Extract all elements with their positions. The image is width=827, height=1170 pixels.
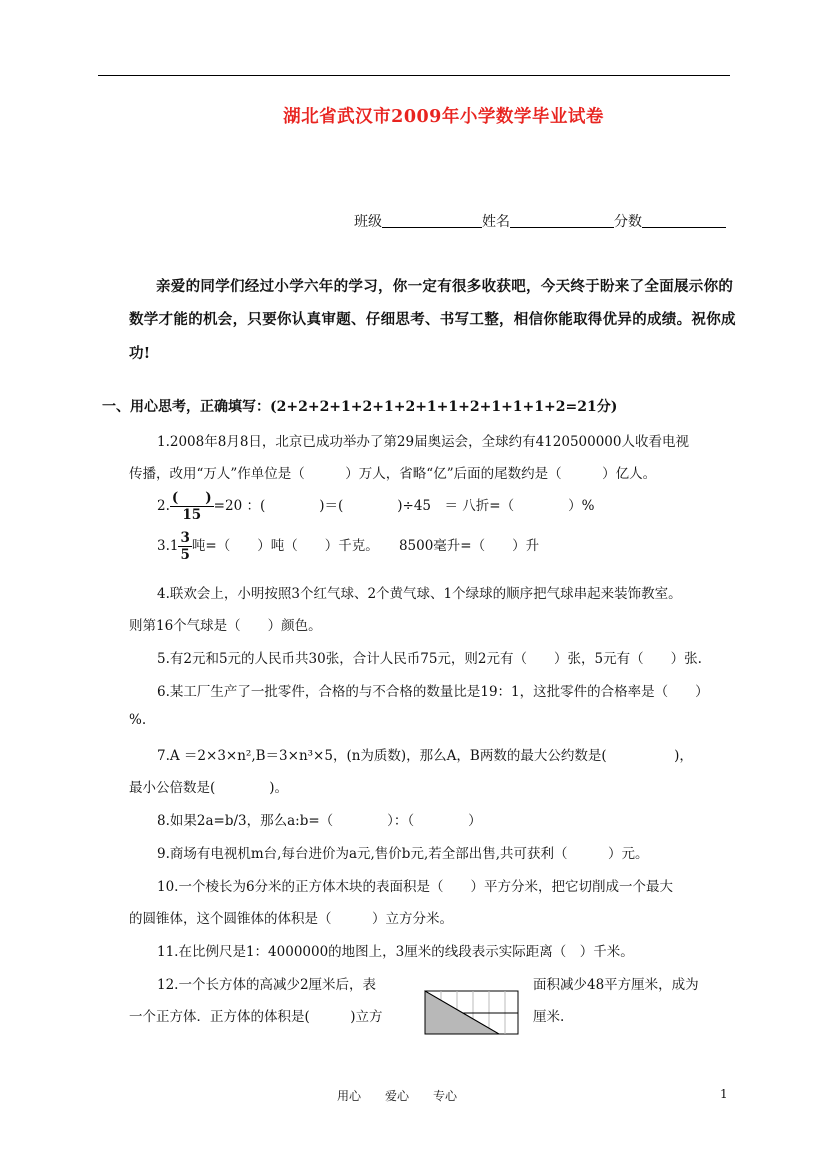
score-label: 分数: [614, 214, 642, 230]
question-3-fraction: [178, 530, 191, 563]
question-3: [157, 530, 539, 563]
name-label: 姓名: [482, 214, 510, 230]
question-3-number: 3.1: [157, 538, 179, 554]
question-5: 5.有2元和5元的人民币共30张，合计人民币75元，则2元有（ ）张，5元有（ ）张.: [157, 651, 702, 667]
class-label: 班级: [354, 214, 382, 230]
question-11: 11.在比例尺是1：4000000的地图上，3厘米的线段表示实际距离（ ）千米。: [157, 944, 634, 960]
question-10-line-2: 的圆锥体，这个圆锥体的体积是（ ）立方分米。: [129, 911, 453, 927]
question-9: 9.商场有电视机m台,每台进价为a元,售价b元,若全部出售,共可获利（ ）元。: [157, 846, 649, 862]
top-rule: [98, 75, 730, 76]
question-1-line-2: 传播，改用“万人”作单位是（ ）万人，省略“亿”后面的尾数约是（ ）亿人。: [129, 466, 657, 482]
fraction-numerator: 3: [180, 530, 190, 546]
question-7-line-2: 最小公倍数是( )。: [129, 780, 289, 796]
fraction-numerator: ( ): [171, 490, 212, 506]
question-2-text: =20 ：( )＝( )÷45 ＝ 八折=（ ）%: [213, 498, 595, 514]
intro-line-3: 功!: [129, 345, 151, 362]
footer-text: 用心 爱心 专心: [337, 1089, 458, 1103]
question-2-fraction: [170, 490, 214, 523]
question-3-text: 吨=（ ）吨（ ）千克。 8500毫升=（ ）升: [191, 538, 540, 554]
question-12-line-1a: 12.一个长方体的高减少2厘米后，表: [157, 977, 377, 993]
question-6-line-2: %.: [129, 712, 147, 728]
intro-line-2: 数学才能的机会，只要你认真审题、仔细思考、书写工整，相信你能取得优异的成绩。祝你成: [129, 311, 736, 328]
fraction-denominator: 5: [180, 547, 190, 563]
class-blank[interactable]: [382, 213, 482, 228]
page-number: 1: [720, 1087, 728, 1101]
score-blank[interactable]: [642, 213, 726, 228]
name-blank[interactable]: [510, 213, 614, 228]
question-10-line-1: 10.一个棱长为6分米的正方体木块的表面积是（ ）平方分米，把它切削成一个最大: [157, 879, 674, 895]
question-7-line-1: 7.A ＝2×3×n²,B＝3×n³×5，(n为质数)，那么A，B两数的最大公约数是( )，: [157, 748, 693, 764]
exam-title: 湖北省武汉市2009年小学数学毕业试卷: [283, 107, 604, 127]
question-12-line-1b: 面积减少48平方厘米，成为: [533, 977, 699, 993]
question-2-number: 2.: [157, 498, 170, 514]
section-1-heading: 一、用心思考，正确填写：(2+2+2+1+2+1+2+1+1+2+1+1+1+2=21分): [102, 399, 618, 415]
student-info-fields: [354, 211, 726, 231]
question-12-line-2a: 一个正方体．正方体的体积是( )立方: [129, 1009, 383, 1025]
question-1-line-1: 1.2008年8月8日，北京已成功举办了第29届奥运会，全球约有4120500000人收看电视: [157, 434, 689, 450]
question-12-line-2b: 厘米.: [533, 1009, 565, 1025]
question-6-line-1: 6.某工厂生产了一批零件，合格的与不合格的数量比是19：1，这批零件的合格率是（ ）: [157, 684, 709, 700]
fraction-denominator: 15: [182, 507, 202, 523]
grid-triangle-figure: [424, 990, 520, 1036]
intro-line-1: 亲爱的同学们经过小学六年的学习，你一定有很多收获吧，今天终于盼来了全面展示你的: [156, 278, 734, 295]
question-4-line-1: 4.联欢会上，小明按照3个红气球、2个黄气球、1个绿球的顺序把气球串起来装饰教室。: [157, 586, 682, 602]
question-2: [157, 490, 594, 523]
question-4-line-2: 则第16个气球是（ ）颜色。: [129, 618, 322, 634]
question-8: 8.如果2a=b/3，那么a:b=（ ）：（ ）: [157, 813, 482, 829]
